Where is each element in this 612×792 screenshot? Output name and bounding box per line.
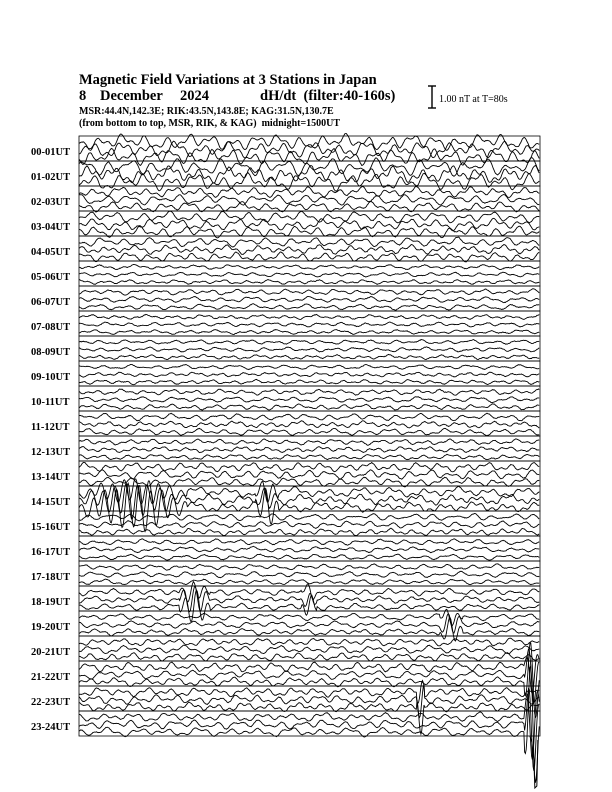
hour-label: 10-11UT <box>31 397 70 408</box>
trace-17-18UT-KAG <box>79 564 539 570</box>
trace-22-23UT-RIK <box>79 684 539 717</box>
hour-labels <box>31 147 70 733</box>
trace-23-24UT-MSR <box>79 666 539 783</box>
hour-label: 16-17UT <box>31 547 71 558</box>
hour-frame-06-07UT <box>79 286 540 311</box>
trace-01-02UT-MSR <box>79 173 539 192</box>
hour-label: 20-21UT <box>31 647 71 658</box>
hour-label: 08-09UT <box>31 347 71 358</box>
trace-11-12UT-RIK <box>79 421 539 429</box>
trace-07-08UT-MSR <box>79 330 539 335</box>
midnight-note: midnight=1500UT <box>261 118 341 129</box>
hour-label: 07-08UT <box>31 322 71 333</box>
trace-20-21UT-MSR <box>79 653 539 661</box>
hour-label: 14-15UT <box>31 497 71 508</box>
trace-11-12UT-KAG <box>79 413 539 421</box>
hour-frame-01-02UT <box>79 161 540 186</box>
hour-label: 17-18UT <box>31 572 71 583</box>
trace-02-03UT-RIK <box>79 195 539 206</box>
hour-frame-03-04UT <box>79 211 540 236</box>
hour-label: 22-23UT <box>31 697 71 708</box>
hour-label: 02-03UT <box>31 197 71 208</box>
trace-00-01UT-RIK <box>79 141 539 158</box>
trace-05-06UT-MSR <box>79 280 539 285</box>
order-note: (from bottom to top, MSR, RIK, & KAG) <box>79 118 257 129</box>
trace-05-06UT-KAG <box>79 264 539 269</box>
trace-09-10UT-RIK <box>79 372 539 377</box>
hour-label: 09-10UT <box>31 372 71 383</box>
trace-02-03UT-MSR <box>79 201 539 212</box>
trace-07-08UT-KAG <box>79 314 539 319</box>
hour-label: 19-20UT <box>31 622 71 633</box>
hour-label: 12-13UT <box>31 447 71 458</box>
hour-label: 05-06UT <box>31 272 71 283</box>
trace-10-11UT-MSR <box>79 404 539 410</box>
trace-16-17UT-RIK <box>79 546 539 552</box>
hour-frame-08-09UT <box>79 336 540 361</box>
hour-label: 00-01UT <box>31 147 71 158</box>
trace-00-01UT-MSR <box>79 148 539 165</box>
trace-06-07UT-KAG <box>79 289 539 295</box>
trace-10-11UT-KAG <box>79 389 539 395</box>
trace-20-21UT-KAG <box>79 638 539 646</box>
quantity-label: dH/dt <box>260 88 297 104</box>
hour-label: 04-05UT <box>31 247 71 258</box>
trace-12-13UT-MSR <box>79 454 539 459</box>
trace-11-12UT-MSR <box>79 428 539 435</box>
trace-17-18UT-MSR <box>79 579 539 585</box>
trace-16-17UT-MSR <box>79 554 539 560</box>
trace-08-09UT-MSR <box>79 354 539 359</box>
trace-17-18UT-RIK <box>79 571 539 577</box>
trace-06-07UT-MSR <box>79 304 539 310</box>
trace-19-20UT-MSR <box>79 618 539 641</box>
date-day: 8 <box>79 88 87 104</box>
trace-05-06UT-RIK <box>79 272 539 277</box>
filter-label: (filter:40-160s) <box>303 88 396 104</box>
station-coordinates: MSR:44.4N,142.3E; RIK:43.5N,143.8E; KAG:31.5N,130.7E <box>79 106 334 117</box>
hour-label: 03-04UT <box>31 222 71 233</box>
trace-06-07UT-RIK <box>79 296 539 302</box>
trace-13-14UT-RIK <box>79 470 539 479</box>
trace-16-17UT-KAG <box>79 539 539 545</box>
trace-12-13UT-KAG <box>79 439 539 445</box>
trace-15-16UT-MSR <box>79 528 539 535</box>
trace-10-11UT-RIK <box>79 397 539 403</box>
trace-09-10UT-MSR <box>79 379 539 384</box>
trace-04-05UT-MSR <box>79 252 539 262</box>
trace-19-20UT-KAG <box>79 609 539 626</box>
hour-label: 11-12UT <box>31 422 70 433</box>
trace-04-05UT-RIK <box>79 244 539 254</box>
scale-bar <box>428 86 436 108</box>
date-month: December <box>100 88 163 104</box>
chart-title: Magnetic Field Variations at 3 Stations in Japan <box>79 72 377 88</box>
hour-label: 23-24UT <box>31 722 71 733</box>
trace-02-03UT-KAG <box>79 186 539 197</box>
hour-label: 01-02UT <box>31 172 71 183</box>
trace-07-08UT-RIK <box>79 322 539 327</box>
hour-label: 21-22UT <box>31 672 71 683</box>
scale-bar-label: 1.00 nT at T=80s <box>439 94 508 105</box>
hour-label: 06-07UT <box>31 297 71 308</box>
hour-label: 15-16UT <box>31 522 71 533</box>
trace-08-09UT-RIK <box>79 347 539 352</box>
trace-03-04UT-KAG <box>79 211 539 223</box>
date-year: 2024 <box>180 88 209 104</box>
trace-20-21UT-RIK <box>79 645 539 654</box>
trace-15-16UT-KAG <box>79 513 539 520</box>
hour-label: 13-14UT <box>31 472 71 483</box>
trace-15-16UT-RIK <box>79 521 539 529</box>
trace-12-13UT-RIK <box>79 447 539 453</box>
trace-04-05UT-KAG <box>79 237 539 247</box>
trace-09-10UT-KAG <box>79 364 539 369</box>
trace-08-09UT-KAG <box>79 340 539 345</box>
hour-label: 18-19UT <box>31 597 71 608</box>
